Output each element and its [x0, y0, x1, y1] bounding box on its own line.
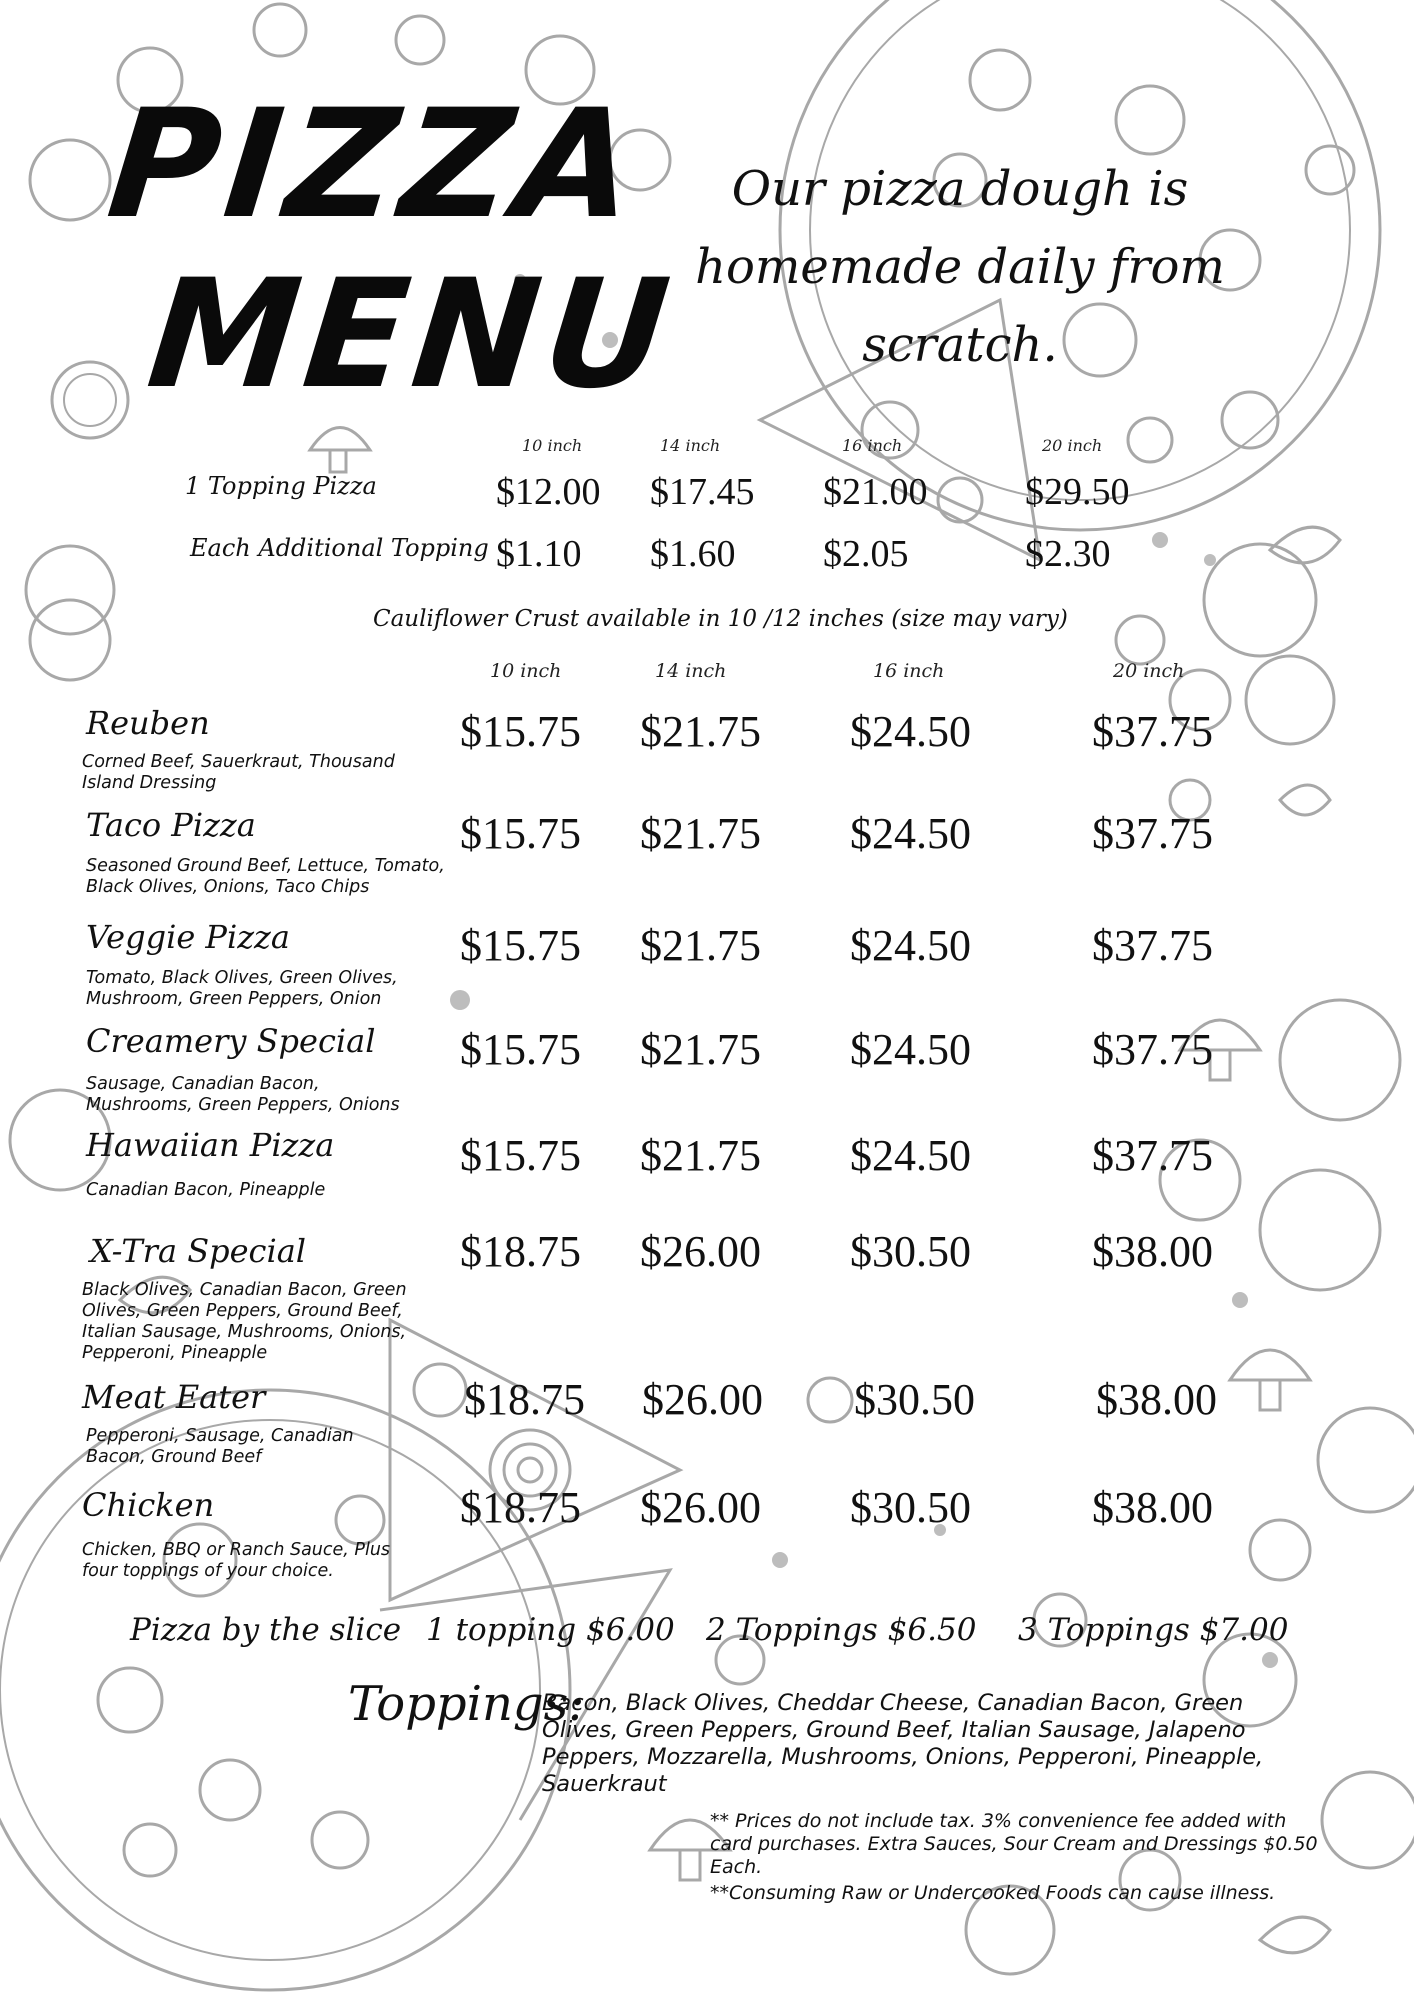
hawaiian-price-16: $24.50	[850, 1131, 971, 1180]
pizza-desc-chicken: Chicken, BBQ or Ranch Sauce, Plus four toppings of your choice.	[82, 1540, 391, 1581]
xtra-special-price-10: $18.75	[460, 1227, 581, 1276]
one-topping-label: 1 Topping Pizza	[185, 472, 377, 500]
size-label-14: 14 inch	[660, 436, 721, 455]
reuben-price-16: $24.50	[850, 707, 971, 756]
pizza-name-reuben: Reuben	[86, 704, 210, 742]
hawaiian-price-20: $37.75	[1092, 1131, 1213, 1180]
one-topping-price-14: $17.45	[650, 471, 755, 513]
specialty-size-10: 10 inch	[490, 660, 562, 682]
menu-title-line1: PIZZA	[100, 78, 649, 252]
slice-label: Pizza by the slice	[130, 1612, 402, 1648]
taco-price-10: $15.75	[460, 809, 581, 858]
tagline: Our pizza dough is homemade daily from scratch.	[695, 161, 1225, 373]
hawaiian-price-14: $21.75	[640, 1131, 761, 1180]
additional-topping-price-20: $2.30	[1025, 533, 1111, 575]
creamery-price-10: $15.75	[460, 1025, 581, 1074]
xtra-special-price-14: $26.00	[640, 1227, 761, 1276]
pizza-name-taco: Taco Pizza	[86, 806, 256, 844]
disclaimer-prices: ** Prices do not include tax. 3% convenience fee added with card purchases. Extra Sauces, Sour Cream and Dressings $0.50 Each.	[710, 1810, 1318, 1878]
disclaimer-raw-food: **Consuming Raw or Undercooked Foods can cause illness.	[710, 1882, 1276, 1904]
pizza-name-hawaiian: Hawaiian Pizza	[86, 1126, 335, 1164]
additional-topping-price-16: $2.05	[823, 533, 909, 575]
size-label-10: 10 inch	[522, 436, 583, 455]
chicken-price-16: $30.50	[850, 1483, 971, 1532]
meat-eater-price-10: $18.75	[464, 1375, 585, 1424]
pizza-name-xtra-special: X-Tra Special	[90, 1232, 307, 1270]
toppings-label: Toppings:	[348, 1676, 585, 1732]
slice-two-toppings: 2 Toppings $6.50	[706, 1612, 977, 1648]
toppings-list: Bacon, Black Olives, Cheddar Cheese, Canadian Bacon, Green Olives, Green Peppers, Ground Beef, Italian Sausage, Jalapeno Peppers, Mozzarella, Mushrooms, Onions, Pepperoni, Pineapple, Sauerkraut	[542, 1690, 1264, 1797]
veggie-price-20: $37.75	[1092, 921, 1213, 970]
size-label-16: 16 inch	[842, 436, 903, 455]
pizza-desc-hawaiian: Canadian Bacon, Pineapple	[86, 1180, 326, 1200]
creamery-price-20: $37.75	[1092, 1025, 1213, 1074]
slice-one-topping: 1 topping $6.00	[426, 1612, 675, 1648]
pizza-name-chicken: Chicken	[82, 1486, 215, 1524]
one-topping-price-20: $29.50	[1025, 471, 1130, 513]
xtra-special-price-20: $38.00	[1092, 1227, 1213, 1276]
reuben-price-20: $37.75	[1092, 707, 1213, 756]
pizza-desc-reuben: Corned Beef, Sauerkraut, Thousand Island Dressing	[82, 752, 395, 793]
veggie-price-14: $21.75	[640, 921, 761, 970]
pizza-name-veggie: Veggie Pizza	[86, 918, 290, 956]
creamery-price-14: $21.75	[640, 1025, 761, 1074]
cauliflower-crust-note: Cauliflower Crust available in 10 /12 inches (size may vary)	[373, 606, 1068, 632]
chicken-price-20: $38.00	[1092, 1483, 1213, 1532]
pizza-name-meat-eater: Meat Eater	[82, 1378, 266, 1416]
veggie-price-16: $24.50	[850, 921, 971, 970]
creamery-price-16: $24.50	[850, 1025, 971, 1074]
specialty-size-16: 16 inch	[873, 660, 945, 682]
xtra-special-price-16: $30.50	[850, 1227, 971, 1276]
taco-price-16: $24.50	[850, 809, 971, 858]
pizza-name-creamery: Creamery Special	[86, 1022, 376, 1060]
meat-eater-price-14: $26.00	[642, 1375, 763, 1424]
hawaiian-price-10: $15.75	[460, 1131, 581, 1180]
reuben-price-14: $21.75	[640, 707, 761, 756]
slice-three-toppings: 3 Toppings $7.00	[1018, 1612, 1289, 1648]
additional-topping-price-10: $1.10	[496, 533, 582, 575]
pizza-desc-taco: Seasoned Ground Beef, Lettuce, Tomato, Black Olives, Onions, Taco Chips	[86, 856, 445, 897]
additional-topping-label: Each Additional Topping	[190, 534, 489, 562]
taco-price-14: $21.75	[640, 809, 761, 858]
size-label-20: 20 inch	[1042, 436, 1103, 455]
pizza-desc-creamery: Sausage, Canadian Bacon, Mushrooms, Green Peppers, Onions	[86, 1074, 400, 1115]
one-topping-price-16: $21.00	[823, 471, 928, 513]
pizza-desc-xtra-special: Black Olives, Canadian Bacon, Green Olives, Green Peppers, Ground Beef, Italian Sausage, Mushrooms, Onions, Pepperoni, Pineapple	[82, 1280, 407, 1363]
taco-price-20: $37.75	[1092, 809, 1213, 858]
meat-eater-price-16: $30.50	[854, 1375, 975, 1424]
menu-title-line2: MENU	[140, 248, 683, 422]
chicken-price-14: $26.00	[640, 1483, 761, 1532]
pizza-desc-meat-eater: Pepperoni, Sausage, Canadian Bacon, Ground Beef	[86, 1426, 354, 1467]
meat-eater-price-20: $38.00	[1096, 1375, 1217, 1424]
specialty-size-14: 14 inch	[655, 660, 727, 682]
specialty-size-20: 20 inch	[1113, 660, 1185, 682]
one-topping-price-10: $12.00	[496, 471, 601, 513]
additional-topping-price-14: $1.60	[650, 533, 736, 575]
chicken-price-10: $18.75	[460, 1483, 581, 1532]
veggie-price-10: $15.75	[460, 921, 581, 970]
reuben-price-10: $15.75	[460, 707, 581, 756]
pizza-desc-veggie: Tomato, Black Olives, Green Olives, Mushroom, Green Peppers, Onion	[86, 968, 398, 1009]
